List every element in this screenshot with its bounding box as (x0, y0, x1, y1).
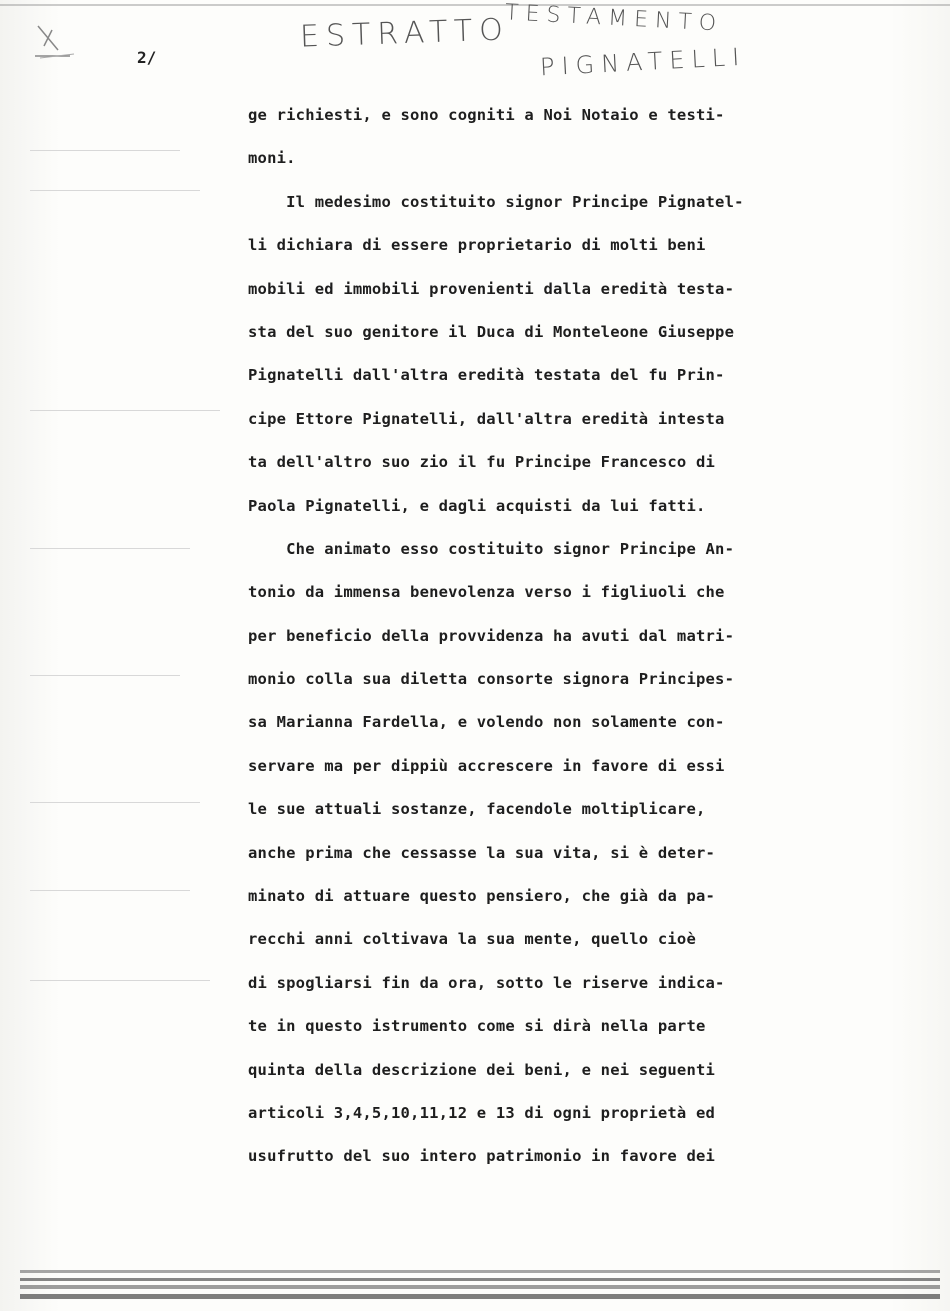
ghost-rule (30, 675, 180, 676)
text-line: recchi anni coltivava la sua mente, quello cioè (248, 930, 696, 949)
text-line: monio colla sua diletta consorte signora Principes- (248, 670, 735, 689)
text-line: Pignatelli dall'altra eredità testata del fu Prin- (248, 366, 725, 385)
bottom-scan-artifact (20, 1258, 940, 1308)
text-line: di spogliarsi fin da ora, sotto le riserve indica- (248, 973, 725, 992)
text-line: Paola Pignatelli, e dagli acquisti da lui fatti. (248, 496, 706, 515)
text-line: cipe Ettore Pignatelli, dall'altra eredità intesta (248, 409, 725, 428)
ghost-rule (30, 548, 190, 549)
text-line: usufrutto del suo intero patrimonio in favore dei (248, 1147, 716, 1166)
text-line: Che animato esso costituito signor Principe An- (248, 539, 735, 558)
text-line: mobili ed immobili provenienti dalla eredità testa- (248, 279, 735, 298)
text-line: anche prima che cessasse la sua vita, si è deter- (248, 843, 716, 862)
ghost-rule (30, 980, 210, 981)
ghost-rule (30, 410, 220, 411)
scan-band (20, 1294, 940, 1299)
ghost-rule (30, 802, 200, 803)
text-line: sa Marianna Fardella, e volendo non solamente con- (248, 713, 725, 732)
ghost-rule (30, 890, 190, 891)
corner-pencil-mark (30, 20, 80, 65)
scan-band (20, 1278, 940, 1281)
page-number: 2/ (137, 48, 157, 67)
text-line: servare ma per dippiù accrescere in favore di essi (248, 756, 725, 775)
text-line: ge richiesti, e sono cogniti a Noi Notaio e testi- (248, 106, 725, 124)
scan-band (20, 1270, 940, 1273)
top-scan-edge (0, 4, 950, 6)
text-line: Il medesimo costituito signor Principe Pignatel- (248, 192, 744, 211)
handwritten-annotation-pignatelli: PIGNATELLI (539, 42, 747, 82)
text-line: articoli 3,4,5,10,11,12 e 13 di ogni proprietà ed (248, 1103, 716, 1122)
text-line: li dichiara di essere proprietario di molti beni (248, 236, 706, 255)
handwritten-annotation-testamento: TESTAMENTO (504, 0, 724, 37)
text-line: minato di attuare questo pensiero, che già da pa- (248, 887, 716, 906)
ghost-rule (30, 190, 200, 191)
text-line: per beneficio della provvidenza ha avuti dal matri- (248, 626, 735, 645)
ghost-rule (30, 150, 180, 151)
text-line: moni. (248, 149, 296, 168)
text-line: quinta della descrizione dei beni, e nei seguenti (248, 1060, 716, 1079)
text-line: te in questo istrumento come si dirà nella parte (248, 1017, 706, 1036)
document-body (248, 100, 888, 1185)
scan-band (20, 1285, 940, 1289)
text-line: le sue attuali sostanze, facendole moltiplicare, (248, 800, 706, 819)
left-margin-bleed-through (0, 90, 230, 1090)
handwritten-annotation-estratto: ESTRATTO (299, 12, 511, 55)
text-line: ta dell'altro suo zio il fu Principe Francesco di (248, 453, 716, 472)
text-line: tonio da immensa benevolenza verso i figliuoli che (248, 583, 725, 602)
text-line: sta del suo genitore il Duca di Monteleone Giuseppe (248, 322, 735, 341)
